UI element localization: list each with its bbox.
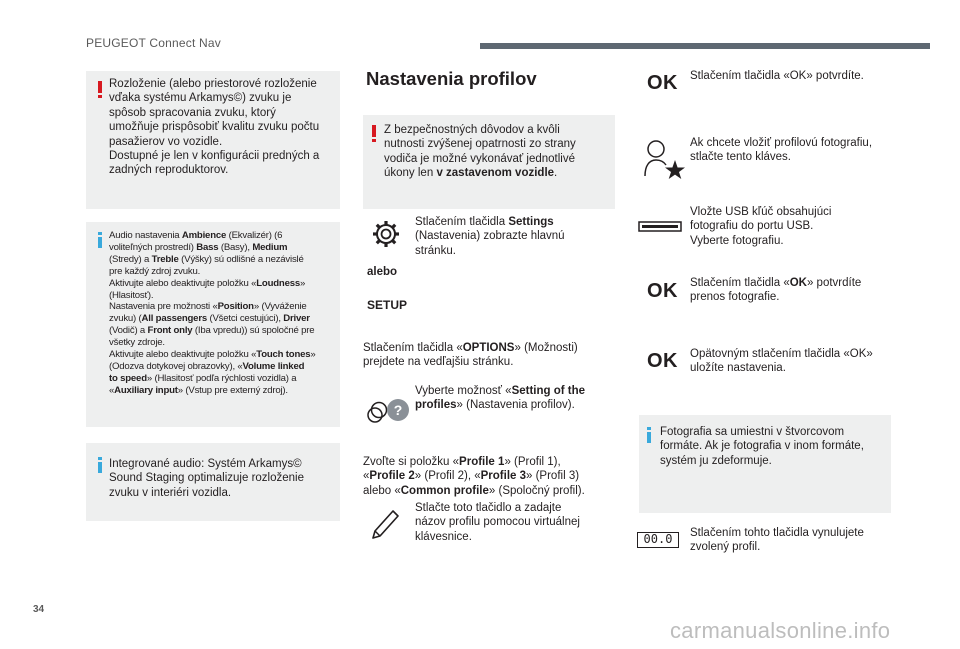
text-line: Fotografia sa umiestni v štvorcovom <box>660 426 845 438</box>
ok-button-icon[interactable]: OK <box>647 350 678 372</box>
info-icon <box>647 427 653 443</box>
text-line: Stlačením tlačidla «OK» potvrdíte. <box>690 70 864 82</box>
text-line: Vyberte možnosť «Setting of the <box>415 385 586 397</box>
text-line: klávesnice. <box>415 530 472 543</box>
ok-transfer-text <box>690 276 900 305</box>
warning-box-arkamys <box>86 71 340 209</box>
text-line: alebo «Common profile» (Spoločný profil). <box>363 484 585 497</box>
text-line: (Nastavenia) zobrazte hlavnú <box>415 230 565 243</box>
text-line: (Hlasitosť). <box>109 289 154 301</box>
text-line: Dostupné je len v konfigurácii predných a <box>109 150 320 163</box>
info-box-audio-settings <box>86 222 340 427</box>
text-line: zvuku) (All passengers (Všetci cestujúci), Driver <box>109 313 310 325</box>
text-line: názov profilu pomocou virtuálnej <box>415 516 580 529</box>
text-line: Stlačením tohto tlačidla vynulujete <box>690 527 864 539</box>
text-line: (Vodič) a Front only (Iba vpredu)) sú spoločné pre <box>109 325 315 337</box>
ok-button-icon[interactable]: OK <box>647 72 678 94</box>
svg-text:?: ? <box>393 402 403 418</box>
header-rule <box>480 43 930 49</box>
info-box-photo-format <box>639 415 891 513</box>
info-icon <box>98 232 104 248</box>
section-heading: Nastavenia profilov <box>366 68 537 89</box>
text-line: umožňuje prispôsobiť kvalitu zvuku počtu <box>109 121 320 134</box>
text-line: Vložte USB kľúč obsahujúci <box>690 206 832 218</box>
text-line: vďaka systému Arkamys©) zvuku je <box>109 92 292 105</box>
profiles-step-text <box>415 384 615 413</box>
text-line: všetky zdroje. <box>109 337 165 349</box>
text-line: Rozloženie (alebo priestorové rozloženie <box>109 78 317 90</box>
warning-box-stationary <box>363 115 615 209</box>
setup-button-label[interactable]: SETUP <box>367 298 408 312</box>
photo-format-text <box>660 425 888 468</box>
choose-profile-text <box>363 455 613 498</box>
photo-insert-text <box>690 136 900 165</box>
pencil-edit-icon[interactable] <box>369 506 401 542</box>
text-line: Integrované audio: Systém Arkamys© <box>109 458 302 470</box>
ok-save-text <box>690 347 900 376</box>
text-line: Stlačením tlačidla «OK» potvrdíte <box>690 277 862 289</box>
info-box-integrated-audio <box>86 443 340 521</box>
text-line: Sound Staging optimalizuje rozloženie <box>109 472 304 485</box>
options-step-text <box>363 341 613 370</box>
text-line: zadných reproduktorov. <box>109 164 229 177</box>
ok-confirm-text <box>690 69 900 83</box>
text-line: to speed» (Hlasitosť podľa rýchlosti vozidla) a <box>109 372 297 384</box>
text-line: «Auxiliary input» (Vstup pre externý zdroj). <box>109 384 288 396</box>
running-header-title: PEUGEOT Connect Nav <box>86 36 221 50</box>
text-line: prejdete na vedľajšiu stránku. <box>363 356 514 369</box>
page-number: 34 <box>33 604 45 615</box>
text-line: úkony len v zastavenom vozidle. <box>384 167 558 180</box>
text-line: voliteľných prostredí) Bass (Basy), Medium <box>109 241 288 253</box>
stationary-warning-text <box>384 123 612 181</box>
text-line: Stlačte toto tlačidlo a zadajte <box>415 502 562 514</box>
integrated-audio-text <box>109 457 337 500</box>
text-line: uložíte nastavenia. <box>690 362 786 375</box>
text-line: pre každý zdroj zvuku. <box>109 265 201 277</box>
text-line: vodiča je možné vykonávať jednotlivé <box>384 152 575 165</box>
text-line: formáte. Ak je fotografia v inom formáte, <box>660 440 864 453</box>
alternative-word: alebo <box>367 266 398 278</box>
ok-button-icon[interactable]: OK <box>647 280 678 302</box>
warning-icon <box>372 125 378 142</box>
text-line: Nastavenia pre možnosti «Position» (Vyváženie <box>109 301 307 313</box>
text-line: prenos fotografie. <box>690 291 780 304</box>
profile-question-icon[interactable] <box>365 393 411 427</box>
reset-step-text <box>690 526 900 555</box>
text-line: Stlačením tlačidla Settings <box>415 216 554 228</box>
text-line: spôsob spracovania zvuku, ktorý <box>109 106 276 119</box>
text-line: Vyberte fotografiu. <box>690 234 784 247</box>
text-line: nutnosti zvýšenej opatrnosti zo strany <box>384 138 576 151</box>
text-line: Opätovným stlačením tlačidla «OK» <box>690 348 873 360</box>
settings-step-text <box>415 215 615 258</box>
warning-text <box>109 77 337 178</box>
text-line: stránku. <box>415 244 456 257</box>
text-line: Aktivujte alebo deaktivujte položku «Loudness» <box>109 277 306 289</box>
text-line: (Odozva dotykovej obrazovky), «Volume linked <box>109 360 305 372</box>
rename-step-text <box>415 501 615 544</box>
text-line: zvuku v interiéri vozidla. <box>109 486 232 499</box>
reset-button-icon[interactable]: 00.0 <box>637 532 679 548</box>
text-line: Z bezpečnostných dôvodov a kvôli <box>384 124 560 136</box>
text-line: Zvoľte si položku «Profile 1» (Profil 1), <box>363 456 561 468</box>
usb-step-text <box>690 205 900 248</box>
text-line: «Profile 2» (Profil 2), «Profile 3» (Profil 3) <box>363 470 580 483</box>
text-line: Audio nastavenia Ambience (Ekvalizér) (6 <box>109 230 283 241</box>
text-line: stlačte tento kláves. <box>690 151 791 164</box>
add-photo-profile-icon[interactable] <box>643 137 687 179</box>
text-line: Ak chcete vložiť profilovú fotografiu, <box>690 137 873 149</box>
text-line: (Stredy) a Treble (Výšky) sú odlišné a nezávislé <box>109 253 304 265</box>
settings-gear-icon[interactable] <box>370 218 402 250</box>
audio-settings-text <box>109 230 339 397</box>
text-line: fotografiu do portu USB. <box>690 220 814 233</box>
text-line: profiles» (Nastavenia profilov). <box>415 399 575 412</box>
text-line: Stlačením tlačidla «OPTIONS» (Možnosti) <box>363 342 578 354</box>
text-line: Aktivujte alebo deaktivujte položku «Touch tones» <box>109 349 316 361</box>
text-line: zvolený profil. <box>690 541 761 554</box>
watermark: carmanualsonline.info <box>670 618 891 643</box>
usb-port-icon <box>638 220 682 234</box>
text-line: systém ju zdeformuje. <box>660 454 772 467</box>
info-icon <box>98 457 104 473</box>
text-line: pasažierov vo vozidle. <box>109 135 223 148</box>
warning-icon <box>98 81 104 98</box>
